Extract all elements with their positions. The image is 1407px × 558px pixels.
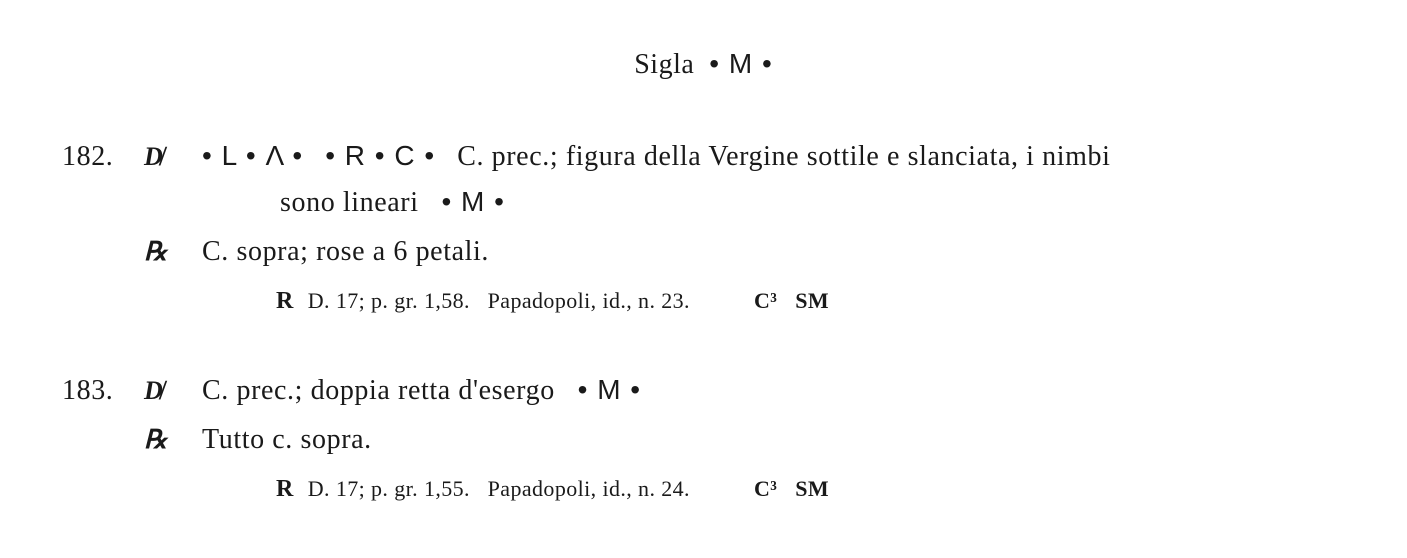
metal-mark: R [276, 476, 294, 502]
heading-mark: • M • [709, 48, 773, 79]
entry-182-reverse-line [144, 236, 489, 268]
entry-183-obverse-line [62, 374, 641, 407]
entry-182-obverse-continuation [280, 186, 505, 219]
collection-mark: SM [795, 476, 830, 501]
entry-number: 182. [62, 141, 114, 172]
reference-details: D. 17; p. gr. 1,58. [307, 288, 470, 313]
reference-source: Papadopoli, id., n. 24. [487, 476, 690, 501]
obverse-symbol: D̸ [144, 142, 164, 171]
obverse-mark: • M • [577, 374, 642, 405]
obverse-legend-right: • R • C • [325, 140, 436, 171]
rarity-mark: C³ [753, 288, 778, 313]
obverse-description: C. prec.; doppia retta d'esergo [202, 375, 555, 406]
entry-183-reverse-line [144, 424, 372, 456]
metal-mark: R [276, 288, 294, 314]
obverse-mark: • M • [441, 186, 505, 217]
reference-source: Papadopoli, id., n. 23. [487, 288, 690, 313]
reverse-symbol: ℞ [144, 237, 168, 266]
obverse-description: C. prec.; figura della Vergine sottile e slanciata, i nimbi [457, 141, 1111, 172]
rarity-mark: C³ [753, 476, 778, 501]
reference-details: D. 17; p. gr. 1,55. [307, 476, 470, 501]
entry-182-obverse-line [62, 140, 1111, 173]
section-heading [0, 48, 1407, 81]
obverse-symbol: D̸ [144, 376, 164, 405]
reverse-description: Tutto c. sopra. [202, 424, 372, 455]
reverse-description: C. sopra; rose a 6 petali. [202, 236, 489, 267]
obverse-legend-left: • L • Λ • [202, 140, 304, 171]
collection-mark: SM [795, 288, 830, 313]
entry-number: 183. [62, 375, 114, 406]
obverse-continuation: sono lineari [280, 187, 419, 218]
heading-label: Sigla [634, 49, 695, 80]
entry-183-reference [276, 476, 829, 503]
reverse-symbol: ℞ [144, 425, 168, 454]
entry-182-reference [276, 288, 829, 315]
